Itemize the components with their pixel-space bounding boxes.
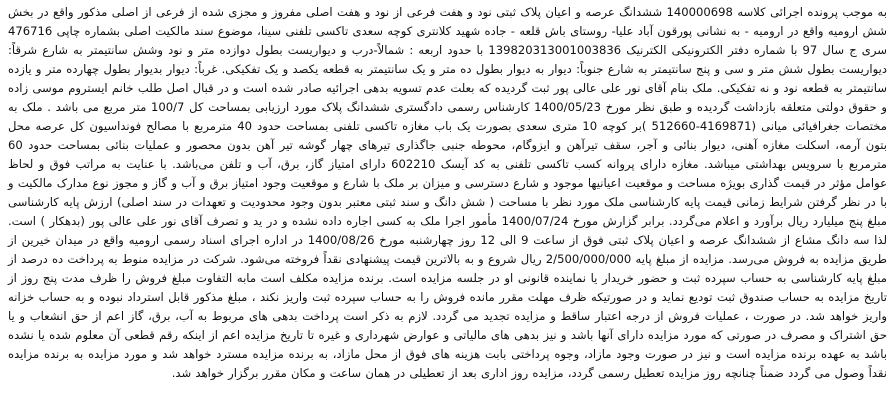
- auction-notice-body: به موجب پرونده اجرائی کلاسه 140000698 ششدانگ عرصه و اعیان پلاک ثبتی نود و هفت فرعی از نود و هفت اصلی مفروز و مجزی شده از فرعی از اصلی مذکور واقع در بخش شش ارومیه واقع در ارومیه - به نشانی پورقون آباد علیا- روستای باش قلعه - جاده شهید کلانتری کوچه سعدی تاکسی تلفنی سینا، موضوع سند مالکیت اصلی بشماره چاپی 476716 سری ج سال 97 با شماره دفتر الکترونیکی الکترنیک 139820313001003836 با حدود اربعه : شمالاً-درب و دیواریست بطول دوازده متر و نود وشش سانتیمتر به شارع شرقاً: دیواریست بطول شش متر و سی و پنج سانتیمتر به شارع جنوباً: دیوار به دیوار بطول ده متر و یک سانتیمتر به قطعه یکصد و یک تفکیکی. غرباً: دیوار بدیوار بطول چهارده متر و یازده سانتیمتر به قطعه نود و نه تفکیکی. ملک بنام آقای نور علی عالی پور ثبت گردیده که بعلت عدم تسویه بدهی اجرائیه صادر شده است و در قبال اصل طلب خانم ایستروم موسی زاده و حقوق دولتی متعلقه بازداشت گردیده و طبق نظر مورخ 1400/05/23 کارشناس رسمی دادگستری ششدانگ پلاک مورد ارزیابی بمساحت کل 100/7 متر مربع می باشد . ملک به مختصات جغرافیائی میانی (4169871-512660 )بر کوچه 10 متری سعدی بصورت یک باب مغازه تاکسی تلفنی بمساحت حدود 40 مترمربع با مصالح فونداسیون کل عرصه محل بتون آرمه، اسکلت مغازه آهنی، دیوار بنائی و آجر، سقف تیرآهن و ایزوگام، محوطه جنبی جاگذاری تیرهای چهار گوشه تیر آهن بدون محصور و عملیات بنائی بمساحت حدود 60 مترمربع با سرویس بهداشتی میباشد. مغازه دارای پروانه کسب تاکسی تلفنی به کد آیسک 602210 دارای امتیاز گاز، برق، آب و تلفن می‌باشد. با عنایت به مراتب فوق و لحاظ عوامل مؤثر در قیمت گذاری بویژه مساحت و موقعیت اعیانیها موجود و شارع دسترسی و میزان بر ملک با شارع و موقعیت وجود امتیاز برق و آب و گاز و مجوز نوع مدارک مالکیت و با در نظر گرفتن شرایط زمانی قیمت پایه کارشناسی ملک مورد نظر با مساحت ( شش دانگ و سند ثبتی معتبر بدون وجود محدودیت و تعهدات در سند اصلی) ارزش پایه کارشناسی مبلغ پنج میلیارد ریال برآورد و اعلام می‌گردد. برابر گزارش مورخ 1400/07/24 مأمور اجرا ملک به کسی اجاره داده نشده و در ید و تصرف آقای نور علی عالی پور (بدهکار ) است. لذا سه دانگ مشاع از ششدانگ عرصه و اعیان پلاک ثبتی فوق از ساعت 9 الی 12 روز چهارشنبه مورخ 1400/08/26 در اداره اجرای اسناد رسمی ارومیه واقع در میدان خیرین از طریق مزایده به فروش می‌رسد. مزایده از مبلغ پایه 2/500/000/000 ریال شروع و به بالاترین قیمت پیشنهادی نقداً فروخته می‌شود. شرکت در مزایده منوط به پرداخت ده درصد از مبلغ پایه کارشناسی به حساب سپرده ثبت و حضور خریدار یا نماینده قانونی او در جلسه مزایده است. برنده مزایده مکلف است مابه التفاوت مبلغ فروش را ظرف مدت پنج روز از تاریخ مزایده به حساب صندوق ثبت تودیع نماید و در صورتیکه ظرف مهلت مقرر مانده فروش را به حساب سپرده ثبت واریز نکند ، مبلغ مذکور قابل استرداد نبوده و به حساب خزانه واریز خواهد شد. در صورت ، عملیات فروش از درجه اعتبار ساقط و مزایده تجدید می گردد. لازم به ذکر است پرداخت بدهی های مربوط به آب، برق، گاز اعم از حق انشعاب و یا حق اشتراک و مصرف در صورتی که مورد مزایده دارای آنها باشد و نیز بدهی های مالیاتی و عوارض شهرداری و غیره تا تاریخ مزایده اعم از اینکه رقم قطعی آن معلوم شده یا نشده باشد به عهده برنده مزایده است و نیز در صورت وجود مازاد، وجوه پرداختی بابت هزینه های فوق از محل مازاد، به برنده مزایده مسترد خواهد شد و مورد مزایده به برنده مزایده نقداً وصول می گردد ضمناً چنانچه روز مزایده تعطیل رسمی گردد، مزایده روز اداری بعد از تعطیلی در همان ساعت و مکان مقرر برگزار خواهد شد.: [8, 5, 887, 380]
